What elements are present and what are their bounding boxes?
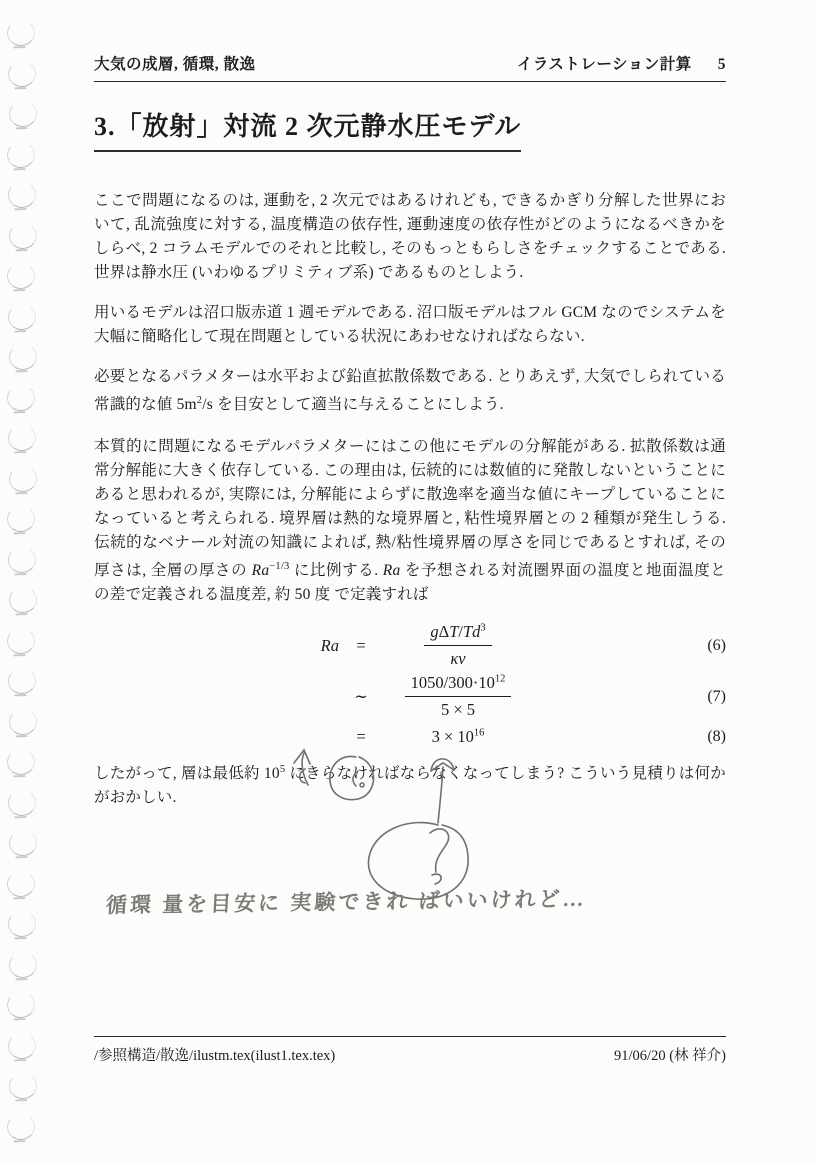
circled-six-doodle	[330, 756, 374, 799]
section-title: 3.「放射」対流 2 次元静水圧モデル	[94, 106, 521, 152]
fraction-denominator: κν	[450, 649, 466, 669]
running-header	[94, 52, 726, 82]
header-right-title: イラストレーション計算	[516, 56, 692, 73]
handwritten-note: 循環 量を目安に 実験できれ ばいいけれど…	[105, 886, 588, 918]
binding-hole	[7, 910, 38, 939]
binding-hole	[8, 707, 39, 736]
equation-6	[94, 622, 726, 669]
fraction-numerator: gΔT/Td$^3$	[424, 622, 491, 646]
equation-relation: =	[356, 635, 366, 655]
binding-hole	[6, 748, 37, 777]
paragraph-conclusion: したがって, 層は最低約 $10^5$ にきらなければならなくなってしまう? こういう見積りは何かがおかしい.	[94, 764, 726, 807]
page-number: 5	[717, 56, 726, 73]
binding-hole	[6, 19, 37, 48]
page-footer	[94, 1036, 726, 1065]
binding-hole	[7, 545, 38, 574]
footer-file-path: /参照構造/散逸/ilustm.tex(ilust1.tex.tex)	[94, 1048, 336, 1064]
footer-date-author: 91/06/20 (林 祥介)	[614, 1048, 726, 1064]
equation-relation: =	[356, 727, 366, 747]
binding-hole	[8, 950, 39, 979]
handwritten-doodles	[270, 733, 560, 908]
binding-hole	[7, 59, 38, 88]
paragraph-model: 用いるモデルは沼口版赤道 1 週モデルである. 沼口版モデルはフル GCM なのでシステムを大幅に簡略化して現在問題としている状況にあわせなければならない.	[94, 303, 726, 345]
binding-hole	[6, 383, 37, 412]
paragraph-resolution: 本質的に問題になるモデルパラメターにはこの他にモデルの分解能がある. 拡散係数は通常分解能に大きく依存している. この理由は, 伝統的には数値的に発散しないということにあると思われるが, 実際には, 分解能によらずに散逸率を適当な値にキープしていることになっていると考えられる. 境界層は熱的な境界層と, 粘性境界層との 2 種類が発生しうる. 伝統的なベナール対流の知識によれば, 熱/粘性境界層の厚さを同じであるとすれば, その厚さは, 全層の厚さの $Ra^{-1/3}$ に比例する. Ra を予想される対流圏界面の温度と地面温度との差で定義される温度差, 約 50 度 で定義すれば	[94, 437, 726, 603]
up-arrow-doodle	[431, 759, 454, 823]
equation-7	[94, 673, 726, 720]
spiral-binding-marks	[0, 0, 44, 1164]
binding-hole	[6, 140, 37, 169]
equation-number: (8)	[707, 728, 726, 746]
fraction-denominator: 5 × 5	[440, 700, 476, 720]
small-arrow-doodle	[294, 750, 310, 785]
equation-value: $3 \times 10^{16}$	[431, 727, 485, 747]
binding-hole	[8, 221, 39, 250]
binding-hole	[7, 181, 38, 210]
equation-lhs: Ra	[320, 635, 339, 655]
binding-hole	[6, 626, 37, 655]
binding-hole	[8, 1072, 39, 1101]
equation-number: (7)	[707, 687, 726, 705]
binding-hole	[8, 343, 39, 372]
equation-block	[94, 622, 726, 750]
binding-hole	[6, 1112, 37, 1141]
equation-relation: ∼	[354, 686, 368, 706]
fraction-numerator: $1050/300\cdot 10^{12}$	[405, 673, 512, 697]
paragraph-intro: ここで問題になるのは, 運動を, 2 次元ではあるけれども, できるかぎり分解した世界において, 乱流強度に対する, 温度構造の依存性, 運動速度の依存性がどのようになるべきかをしらべ, 2 コラムモデルでのそれと比較し, そのもっともらしさをチェックすることである. 世界は静水圧 (いわゆるプリミティブ系) であるものとしよう.	[94, 192, 726, 281]
paragraph-parameters: 必要となるパラメターは水平および鉛直拡散係数である. とりあえず, 大気でしられている常識的な値 $5m^2/s$ を目安として適当に与えることにしよう.	[94, 367, 726, 413]
binding-hole	[8, 464, 39, 493]
binding-hole	[7, 1031, 38, 1060]
header-left-title: 大気の成層, 循環, 散逸	[94, 56, 256, 73]
binding-hole	[6, 505, 37, 534]
equation-number: (6)	[707, 636, 726, 654]
binding-hole	[7, 424, 38, 453]
binding-hole	[7, 302, 38, 331]
binding-hole	[6, 262, 37, 291]
binding-hole	[7, 788, 38, 817]
binding-hole	[6, 869, 37, 898]
binding-hole	[8, 829, 39, 858]
binding-hole	[7, 667, 38, 696]
binding-hole	[8, 100, 39, 129]
binding-hole	[6, 991, 37, 1020]
binding-hole	[8, 586, 39, 615]
